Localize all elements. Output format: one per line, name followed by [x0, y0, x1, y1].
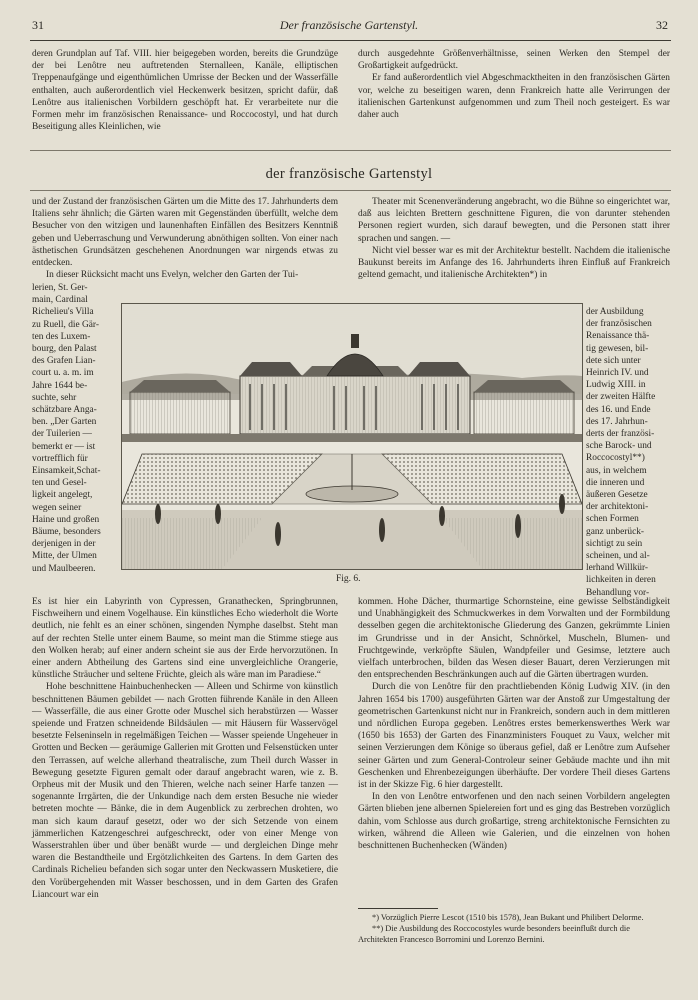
paragraph: Er fand außerordentlich viel Abgeschmacktheiten in den französischen Gärten vor, welche zu beseitigen waren, denn Frankreich hatte alle Verirrungen der italienischen Gartenkunst aufgenommen und zum Theil noch gesteigert. Es war daher auch: [358, 73, 670, 121]
text-line: die inneren und: [586, 477, 645, 488]
paragraph: Theater mit Scenenveränderung angebracht, wo die Bühne so eingerichtet war, daß aus leichten Brettern geschnittene Figuren, die von darunter stehenden Personen regiert wurden, sich darauf bewegten, und die Personen statt ihrer sprachen und sangen. —: [358, 197, 670, 244]
text-line: tig gewesen, bil-: [586, 343, 649, 354]
paragraph: Hohe beschnittene Hainbuchenhecken — Alleen und Schirme von künstlich beschnittenen Bäumen gebildet — nach Grotten führende Kanäle in den Alleen — Wasserfälle, die aus einer Grotte oder Muschel sich herabstürzen — Wasser speiende und Fratzen schneidende Bildsäulen — mit Häusern für Wasservögel besetzte Felseninseln in regelmäßigen Teichen — Wasser speiende Ungeheuer in Grotten und Becken — geräumige Gallerien mit Grotten und Felsenstücken unter den Terrassen, auf welche allerhand theatralische, zum Theil durch Wasser in Bewegung gesetzte Figuren gemalt oder darauf angebracht waren, wie z. B. Orpheus mit der Musik und den Thieren, welche nach seiner Harfe tanzen — sogenannte Irrgärten, die der Unkundige nach dem ersten Besuche nie wieder betreten mochte — Bänke, die in dem Augenblick zu zerbrechen drohten, wo man sich kaum darauf gesetzt, oder wo der sich Setzende von einem jämmerlichen Katzengeschrei aufgeschreckt, oder von einer Menge von Wasserstrahlen über und über benäßt wurde — und dergleichen Dinge mehr waren die Bestandtheile und Ergötzlichkeiten des Gartens. In dem Garten des Cardinals Richelieu befanden sich sogar unter den Neckwassern Musketiere, die den Vorübergehenden mit Wasser beschossen, und in dem Garten des Grafen Liancourt war ein: [32, 682, 338, 900]
paragraph: durch ausgedehnte Größenverhältnisse, seinen Werken den Stempel der Großartigkeit aufgedrückt.: [358, 49, 670, 72]
running-header: [0, 18, 698, 40]
text-line: vortrefflich für: [32, 453, 88, 464]
text-line: Heinrich IV. und: [586, 368, 649, 379]
text-line: lichkeiten in deren: [586, 575, 656, 586]
text-line: des 17. Jahrhun-: [586, 416, 648, 427]
figure-caption: Fig. 6.: [336, 574, 361, 584]
text-line: schen Formen: [586, 514, 639, 525]
paragraph: kommen. Hohe Dächer, thurmartige Schornsteine, eine gewisse Selbständigkeit und Unabhängigkeit des Schmuckwerkes in dem Vorwalten und der Formbildung desselben gegen die architektonische Gliederung des Ganzen, gekrümmte Linien im Grundrisse und in der Ansicht, Schnörkel, Muscheln, Blumen- und Fruchtgewinde, verkröpfte Säulen, Wandpfeiler und Gesimse, letztere auch vielfach unterbrochen, bilden das Wesen dieser Bauart, deren Verzierungen mit den entsprechenden Beschränkungen auch auf die Gärten übertragen wurden.: [358, 597, 670, 681]
text-line: ten und Gesel-: [32, 478, 87, 489]
chateau-garden-engraving: [121, 303, 583, 570]
paragraph: deren Grundplan auf Taf. VIII. hier beigegeben worden, bereits die Grundzüge der bei Lenôtre neu auftretenden Sternalleen, Kanäle, elliptischen Treppenaufgänge und eigenthümlichen Umrisse der Becken und der Wasserfälle enthalten, auch außerordentlich viel Heckenwerk besitzen, spricht dafür, daß Lenôtre aus italienischen Vorbildern geschöpft hat. Er verarbeitete nur die Formen mehr im französischen Renaissance- und Roccocostyl, und hat durch Beseitigung alles Kleinlichen, wie: [32, 49, 338, 133]
footnote: *) Vorzüglich Pierre Lescot (1510 bis 1578), Jean Bukant und Philibert Delorme.: [372, 913, 644, 922]
page-number-left: 31: [32, 18, 44, 32]
text-line: sichtigt zu sein: [586, 538, 643, 549]
text-line: der Tuilerien —: [32, 429, 92, 440]
footnote: **) Die Ausbildung des Roccocostyles wurde besonders beeinflußt durch die Architekten Francesco Borromini und Lorenzo Bernini.: [358, 924, 630, 944]
text-line: suchte, sehr: [32, 392, 77, 403]
text-line: schätzbare Anga-: [32, 405, 97, 416]
text-line: Einsamkeit,Schat-: [32, 466, 101, 477]
text-line: Jahre 1644 be-: [32, 380, 88, 391]
text-line: Renaissance thä-: [586, 331, 650, 342]
text-line: der französischen: [586, 319, 652, 330]
paragraph: In dieser Rücksicht macht uns Evelyn, welcher den Garten der Tui-: [46, 270, 299, 281]
text-line: bourg, den Palast: [32, 344, 97, 355]
bottom-left-column: [32, 596, 338, 901]
text-line: Bäume, besonders: [32, 527, 101, 538]
section-divider: [30, 150, 671, 151]
text-line: und Maulbeeren.: [32, 563, 96, 574]
page-number-right: 32: [656, 18, 668, 32]
text-line: derjenigen in der: [32, 539, 96, 550]
text-line: Behandlung vor-: [586, 587, 650, 598]
paragraph: Durch die von Lenôtre für den prachtliebenden König Ludwig XIV. (in den Jahren 1654 bis 1700) ausgeführten Gärten war der Anstoß zur Umgestaltung der geometrischen Gartenkunst nicht nur in Frankreich, sondern auch in dem mittleren und nördlichen Europa gegeben. Lenôtres erstes bemerkenswerthes Werk war (1650 bis 1653) der Garten des Finanzministers Fouquet zu Vaux, welcher mit seinen Verzierungen dem Könige so überaus gefiel, daß er Lenôtre zum Aufseher seiner Gärten und zum General-Controleur seiner Gebäude machte und ihn mit Geschenken und Ehrenbezeigungen überhäufte. Der vordere Theil dieses Gartens ist in der Skizze Fig. 6 hier dargestellt.: [358, 682, 670, 791]
mid-left-column: [32, 196, 338, 281]
paragraph: und der Zustand der französischen Gärten um die Mitte des 17. Jahrhunderts dem Italiens sehr ähnlich; die Gärten waren mit Gegenständen überfüllt, welche dem Besucher von den witzigen und launenhaften Einfällen des Besitzers Kenntniß geben und Ueberraschung und Verwunderung abnöthigen sollten. Von einer nach ästhetischen Grundsätzen geschehenen Anordnungen war nirgends etwas zu entdecken.: [32, 197, 338, 269]
top-left-column: [32, 48, 338, 133]
text-line: Richelieu's Villa: [32, 307, 94, 318]
text-line: des 16. und Ende: [586, 404, 651, 415]
text-line: Mitte, der Ulmen: [32, 551, 97, 562]
text-line: dete sich unter: [586, 355, 641, 366]
text-line: der Ausbildung: [586, 307, 644, 317]
text-line: Ludwig XIII. in: [586, 380, 646, 391]
text-line: wegen seiner: [32, 502, 82, 513]
text-line: derts der französi-: [586, 429, 655, 440]
footnote-rule: [358, 908, 438, 909]
text-line: bemerkt er — ist: [32, 441, 96, 452]
text-line: sche Barock- und: [586, 441, 652, 452]
text-line: court u. a. m. im: [32, 368, 94, 379]
footnotes: [358, 912, 670, 945]
text-line: Haine und großen: [32, 514, 100, 525]
text-line: ben. „Der Garten: [32, 417, 97, 428]
text-line: main, Cardinal: [32, 295, 88, 306]
text-line: der architektoni-: [586, 502, 649, 513]
bottom-right-column: [358, 596, 670, 852]
text-line: ligkeit angelegt,: [32, 490, 93, 501]
left-narrow-column: [32, 282, 118, 575]
text-line: der zweiten Hälfte: [586, 392, 656, 403]
text-line: lerien, St. Ger-: [32, 283, 88, 293]
engraving-illustration: [122, 304, 582, 569]
paragraph: In den von Lenôtre entworfenen und den nach seinen Vorbildern angelegten Gärten blieben jene albernen Spielereien fort und es ging das Bestreben vorzüglich dahin, vom Schlosse aus durch großartige, streng architektonische Fernsichten zu wirken, während die Alleen wie Galerien, und die einzelnen von hohen beschnittenen Buchenhecken (Wänden): [358, 792, 670, 852]
text-line: des Grafen Lian-: [32, 356, 96, 367]
right-narrow-column: [586, 306, 672, 599]
text-line: ten des Luxem-: [32, 331, 91, 342]
text-line: zu Ruell, die Gär-: [32, 319, 99, 330]
text-line: aus, in welchem: [586, 465, 647, 476]
text-line: scheinen, und al-: [586, 551, 650, 562]
top-right-column: [358, 48, 670, 121]
text-line: äußeren Gesetze: [586, 490, 648, 501]
paragraph: Es ist hier ein Labyrinth von Cypressen, Granathecken, Springbrunnen, Fischweihern und einem Vogelhause. Ein künstliches Echo wiederholt die Worte deutlich, nie fehlt es an einer schönen, singenden Nymphe daselbst. Steht man auf der rechten Stelle unter einem Baume, so meint man die Stimme stiege aus den Wolken herab; auf einer andern scheint sie aus der Erde hervorzutönen. In einer andern Abtheilung des Gartens sind eine unvergleichliche Orangerie, künstliche Sträucher und seltene Früchte, gleich als wäre man im Paradiese.“: [32, 597, 338, 681]
paragraph: Nicht viel besser war es mit der Architektur bestellt. Nachdem die italienische Baukunst bereits im Anfange des 16. Jahrhunderts ihren Einfluß auf Frankreich geltend gemacht, und italienische Architekten*) in: [358, 245, 670, 281]
text-line: ganz unberück-: [586, 526, 645, 537]
header-rule: [30, 40, 671, 41]
running-title: Der französische Gartenstyl.: [279, 18, 419, 32]
text-line: lerhand Willkür-: [586, 563, 649, 574]
section-divider: [30, 190, 671, 191]
parterre-garden: [122, 454, 582, 569]
text-line: Roccocostyl**): [586, 453, 645, 464]
section-title: der französische Gartenstyl: [265, 166, 433, 182]
mid-right-column: [358, 196, 670, 281]
